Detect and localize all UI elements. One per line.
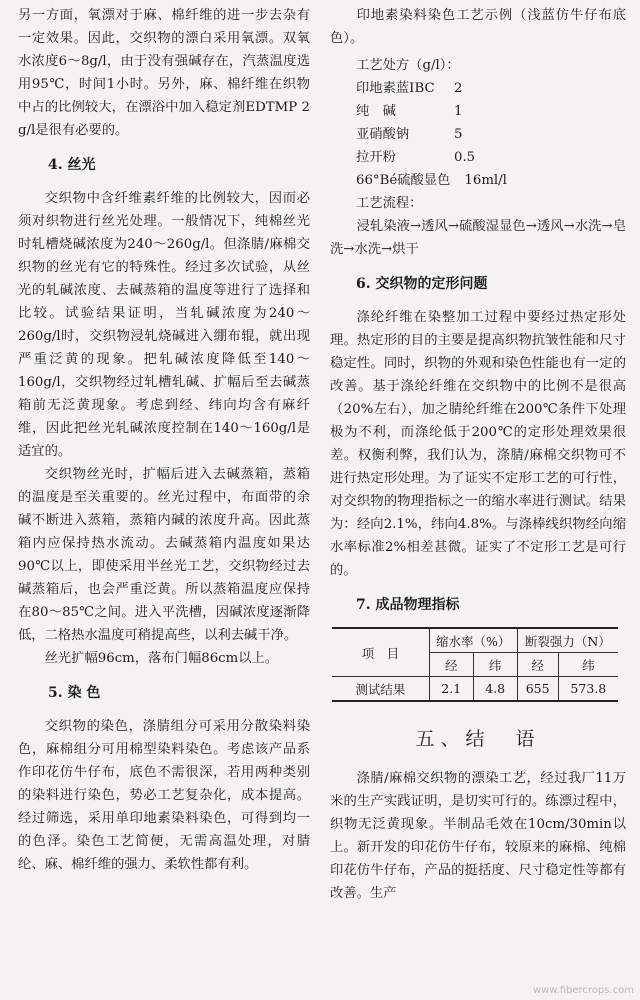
paragraph-dyeing: 交织物的染色，涤腈组分可采用分散染料染色，麻棉组分可用棉型染料染色。考虑该产品系作印花仿牛仔布，底色不需很深，若用两种类别的染料进行染色，势必工艺复杂化，成本提高。经过筛选，采用单印地素染料染色，可得到均一的色泽。染色工艺简便，无需高温处理，对腈纶、麻、棉纤维的强力、柔软性都有利。 [18, 719, 310, 872]
table-cell: 573.8 [558, 677, 618, 702]
watermark: www.fibercrops.com [532, 985, 634, 996]
paragraph-conclusion: 涤腈/麻棉交织物的漂染工艺，经过我厂11万米的生产实践证明，是切实可行的。练漂过程中，织物无泛黄现象。半制品毛效在10cm/30min以上。新开发的印花仿牛仔布，较原来的麻棉、纯棉印花仿牛仔布，产品的挺括度、尺寸稳定性等都有改善。生产 [330, 771, 626, 901]
table-header-shrinkage: 缩水率（%） [429, 628, 517, 653]
recipe-line: 66°Bé硫酸显色 16ml/l [356, 173, 507, 188]
paragraph-mercerizing-1: 交织物中含纤维素纤维的比例较大，因而必须对织物进行丝光处理。一般情况下，纯棉丝光时轧槽烧碱浓度为240～260g/l。但涤腈/麻棉交织物的丝光有它的特殊性。经过多次试验，从丝光的轧碱浓度、去碱蒸箱的温度等进行了选择和比较。试验结果证明，当轧碱浓度为240～260g/l时，交织物浸轧烧碱进入绷布辊，就出现严重泛黄的现象。把轧碱浓度降低至140～160g/l，交织物经过轧槽轧碱、扩幅后至去碱蒸箱前无泛黄现象。考虑到经、纬向均含有麻纤维，因此把丝光轧碱浓度控制在140～160g/l是适宜的。 [18, 191, 310, 459]
conclusion-heading: 五、结 语 [415, 728, 541, 750]
left-column [18, 4, 310, 876]
paragraph-bleaching: 另一方面，氧漂对于麻、棉纤维的进一步去杂有一定效果。因此，交织物的漂白采用氧漂。双氧水浓度6～8g/l，由于没有强碱存在，汽蒸温度选用95℃，时间1小时。另外，麻、棉纤维在织物中占的比例较大，在漂浴中加入稳定剂EDTMP 2 g/l是很有必要的。 [18, 8, 310, 138]
table-row-label: 测试结果 [332, 677, 429, 702]
table-subheader-warp: 经 [429, 653, 473, 677]
process-flow: 浸轧染液→透风→硫酸湿显色→透风→水洗→皂洗→水洗→烘干 [330, 219, 626, 257]
table-header-item: 项 目 [332, 628, 429, 677]
paragraph-mercerizing-2: 交织物丝光时，扩幅后进入去碱蒸箱，蒸箱的温度是至关重要的。丝光过程中，布面带的余碱不断进入蒸箱，蒸箱内碱的浓度升高。因此蒸箱内应保持热水流动。去碱蒸箱内温度如果达90℃以上，即使采用半丝光工艺，交织物经过去碱蒸箱后，也会严重泛黄。所以蒸箱温度应保持在80～85℃之间。进入平洗槽，因碱浓度逐渐降低，二格热水温度可稍提高些，以利去碱干净。 [18, 467, 310, 643]
flow-title: 工艺流程： [356, 196, 423, 211]
right-column [330, 4, 626, 905]
recipe-line: 纯 碱 1 [356, 104, 463, 119]
table-cell: 2.1 [429, 677, 473, 702]
section-heading-heat-setting: 6. 交织物的定形问题 [356, 276, 488, 292]
section-heading-dyeing: 5. 染 色 [48, 685, 101, 701]
recipe-line: 拉开粉 0.5 [356, 150, 476, 165]
table-cell: 655 [517, 677, 558, 702]
physical-index-table [332, 627, 618, 702]
table-subheader-warp: 经 [517, 653, 558, 677]
table-subheader-weft: 纬 [473, 653, 517, 677]
table-subheader-weft: 纬 [558, 653, 618, 677]
recipe-title: 工艺处方（g/l）： [356, 58, 460, 73]
table-header-strength: 断裂强力（N） [517, 628, 618, 653]
table-row [332, 677, 618, 702]
recipe-line: 亚硝酸钠 5 [356, 127, 463, 142]
paragraph-mercerizing-3: 丝光扩幅96cm，落布门幅86cm以上。 [44, 651, 279, 666]
paragraph-dye-example: 印地素染料染色工艺示例（浅蓝仿牛仔布底色）。 [330, 8, 626, 46]
section-heading-physical-index: 7. 成品物理指标 [356, 597, 460, 613]
paragraph-heat-setting: 涤纶纤维在染整加工过程中要经过热定形处理。热定形的目的主要是提高织物抗皱性能和尺寸稳定性。同时，织物的外观和染色性能也有一定的改善。基于涤纶纤维在交织物中的比例不是很高（20%左右），加之腈纶纤维在200℃条件下处理极为不利，而涤纶低于200℃的定形处理效果很差。权衡利弊，我们认为，涤腈/麻棉交织物可不进行热定形处理。为了证实不定形工艺的可行性，对交织物的物理指标之一的缩水率进行测试。结果为：经向2.1%，纬向4.8%。与涤棒线织物经向缩水率标准2%相差甚微。证实了不定形工艺是可行的。 [330, 310, 626, 578]
recipe-line: 印地素蓝IBC 2 [356, 81, 463, 96]
table-cell: 4.8 [473, 677, 517, 702]
section-heading-mercerizing: 4. 丝光 [48, 157, 96, 173]
